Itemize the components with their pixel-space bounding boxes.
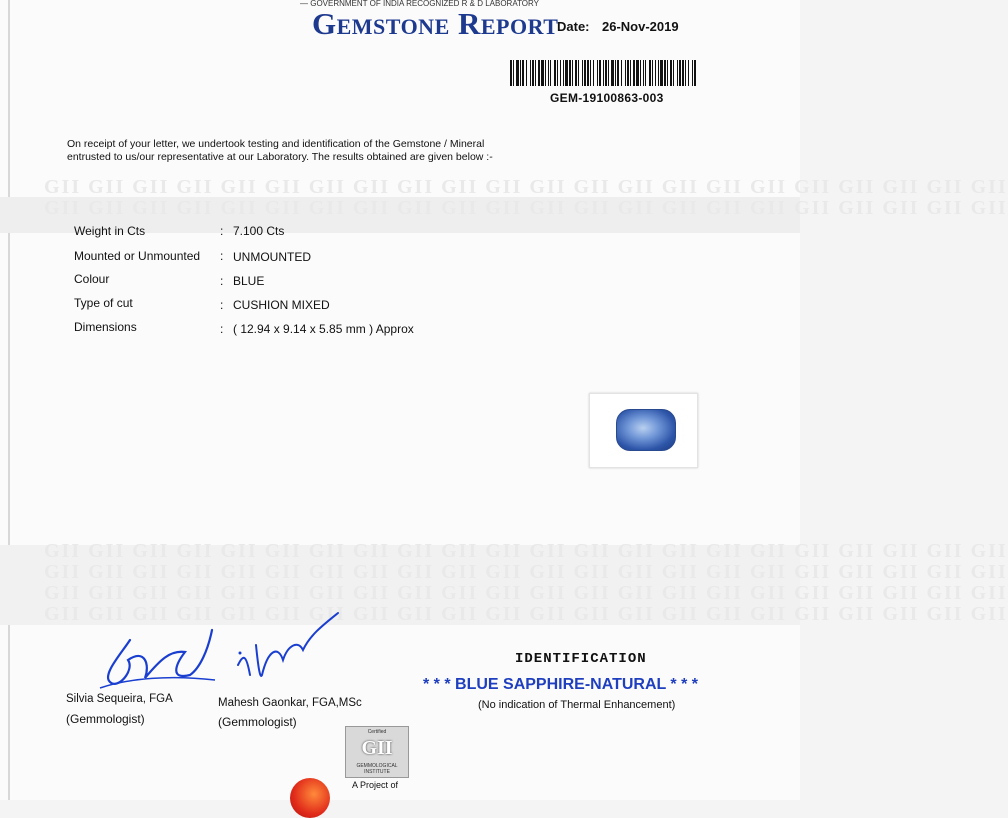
partner-logo xyxy=(290,778,330,818)
signature-mahesh xyxy=(228,605,348,685)
barcode-bar xyxy=(649,60,651,86)
seal-letters: GII xyxy=(361,737,393,759)
identification-result: * * * BLUE SAPPHIRE-NATURAL * * * xyxy=(423,676,698,693)
date-label: Date: xyxy=(557,19,590,34)
barcode-bar xyxy=(557,60,558,86)
intro-paragraph xyxy=(67,138,567,164)
field-colon: : xyxy=(220,224,224,238)
barcode-bar xyxy=(652,60,653,86)
barcode-bar xyxy=(664,60,666,86)
watermark-row: GII GII GII GII GII GII GII GII GII GII GII GII GII GII GII GII GII GII GII GII GII GII xyxy=(44,176,1008,198)
barcode-bar xyxy=(611,60,614,86)
barcode-bar xyxy=(617,60,619,86)
barcode-bar xyxy=(688,60,689,86)
barcode-bar xyxy=(572,60,573,86)
barcode-bar xyxy=(679,60,681,86)
barcode-bar xyxy=(621,60,622,86)
barcode-bar xyxy=(655,60,656,86)
barcode-bar xyxy=(670,60,672,86)
field-value-cut: CUSHION MIXED xyxy=(233,298,330,312)
field-value-weight: 7.100 Cts xyxy=(233,224,285,238)
report-number: GEM-19100863-003 xyxy=(550,91,664,105)
barcode xyxy=(510,60,696,86)
seal-top-text: Certified xyxy=(367,729,387,735)
watermark-row: GII GII GII GII GII GII GII GII GII GII GII GII GII GII GII GII GII GII GII GII GII GII xyxy=(44,197,1008,219)
intro-line-2: entrusted to us/our representative at our Laboratory. The results obtained are given below :- xyxy=(67,151,493,163)
barcode-bar xyxy=(541,60,544,86)
barcode-bar xyxy=(582,60,583,86)
watermark-row: GII GII GII GII GII GII GII GII GII GII GII GII GII GII GII GII GII GII GII GII GII GII xyxy=(44,561,1008,583)
signer-role-2: (Gemmologist) xyxy=(218,715,297,729)
field-label-mounting: Mounted or Unmounted xyxy=(74,249,201,263)
barcode-bar xyxy=(554,60,556,86)
field-label-weight: Weight in Cts xyxy=(74,224,146,238)
barcode-bar xyxy=(560,60,561,86)
date-value: 26-Nov-2019 xyxy=(602,19,679,34)
barcode-bar xyxy=(615,60,616,86)
barcode-bar xyxy=(685,60,686,86)
signer-name-1: Silvia Sequeira, FGA xyxy=(66,693,173,705)
watermark-row: GII GII GII GII GII GII GII GII GII GII GII GII GII GII GII GII GII GII GII GII GII GII xyxy=(44,582,1008,604)
barcode-bar xyxy=(565,60,568,86)
field-colon: : xyxy=(220,274,224,288)
barcode-bar xyxy=(587,60,589,86)
field-label-cut: Type of cut xyxy=(74,296,133,310)
barcode-bar xyxy=(575,60,577,86)
field-value-dimensions: ( 12.94 x 9.14 x 5.85 mm ) Approx xyxy=(233,322,414,336)
field-value-colour: BLUE xyxy=(233,274,265,288)
gemstone-image xyxy=(616,409,676,451)
barcode-bar xyxy=(532,60,534,86)
top-strip-text: — GOVERNMENT OF INDIA RECOGNIZED R & D LABORATORY xyxy=(300,0,539,8)
barcode-bar xyxy=(510,60,512,86)
intro-line-1: On receipt of your letter, we undertook testing and identification of the Gemstone / Mineral xyxy=(67,138,485,150)
barcode-bar xyxy=(677,60,678,86)
barcode-bar xyxy=(603,60,604,86)
seal-bottom-text: GEMMOLOGICAL INSTITUTE xyxy=(356,763,398,775)
barcode-bar xyxy=(538,60,540,86)
identification-note: (No indication of Thermal Enhancement) xyxy=(478,699,676,711)
barcode-bar xyxy=(643,60,644,86)
identification-heading: IDENTIFICATION xyxy=(515,651,647,667)
barcode-bar xyxy=(667,60,668,86)
barcode-bar xyxy=(526,60,527,86)
barcode-bar xyxy=(593,60,594,86)
watermark-row: GII GII GII GII GII GII GII GII GII GII GII GII GII GII GII GII GII GII GII GII GII GII xyxy=(44,540,1008,562)
barcode-bar xyxy=(599,60,601,86)
institute-seal xyxy=(345,726,409,778)
barcode-bar xyxy=(563,60,564,86)
barcode-bar xyxy=(630,60,631,86)
watermark-row: GII GII GII GII GII GII GII GII GII GII GII GII GII GII GII GII GII GII GII GII GII GII xyxy=(44,603,1008,625)
barcode-bar xyxy=(692,60,693,86)
signature-silvia xyxy=(90,620,220,690)
barcode-bar xyxy=(530,60,531,86)
barcode-bar xyxy=(625,60,626,86)
barcode-bar xyxy=(636,60,639,86)
signer-name-2: Mahesh Gaonkar, FGA,MSc xyxy=(218,697,362,709)
barcode-bar xyxy=(590,60,591,86)
barcode-bar xyxy=(516,60,519,86)
field-colon: : xyxy=(220,249,224,263)
field-label-dimensions: Dimensions xyxy=(74,320,137,334)
barcode-bar xyxy=(550,60,551,86)
gemstone-photo xyxy=(589,393,698,468)
barcode-bar xyxy=(522,60,524,86)
barcode-bar xyxy=(520,60,521,86)
barcode-bar xyxy=(673,60,674,86)
barcode-bar xyxy=(545,60,546,86)
barcode-bar xyxy=(660,60,663,86)
barcode-bar xyxy=(627,60,629,86)
project-of-label: A Project of xyxy=(352,780,399,790)
field-label-colour: Colour xyxy=(74,272,110,286)
barcode-bar xyxy=(694,60,696,86)
barcode-bar xyxy=(578,60,579,86)
field-colon: : xyxy=(220,298,224,312)
barcode-bar xyxy=(535,60,536,86)
barcode-bar xyxy=(608,60,609,86)
report-title: Gemstone Report xyxy=(312,6,559,41)
barcode-bar xyxy=(645,60,646,86)
barcode-bar xyxy=(513,60,514,86)
barcode-bar xyxy=(548,60,549,86)
barcode-bar xyxy=(682,60,684,86)
barcode-bar xyxy=(605,60,607,86)
barcode-bar xyxy=(584,60,586,86)
barcode-bar xyxy=(640,60,641,86)
barcode-bar xyxy=(658,60,659,86)
field-colon: : xyxy=(220,322,224,336)
barcode-bar xyxy=(569,60,571,86)
barcode-bar xyxy=(633,60,635,86)
field-value-mounting: UNMOUNTED xyxy=(233,250,311,264)
signer-role-1: (Gemmologist) xyxy=(66,712,145,726)
left-margin-line xyxy=(8,0,10,800)
barcode-bar xyxy=(597,60,598,86)
